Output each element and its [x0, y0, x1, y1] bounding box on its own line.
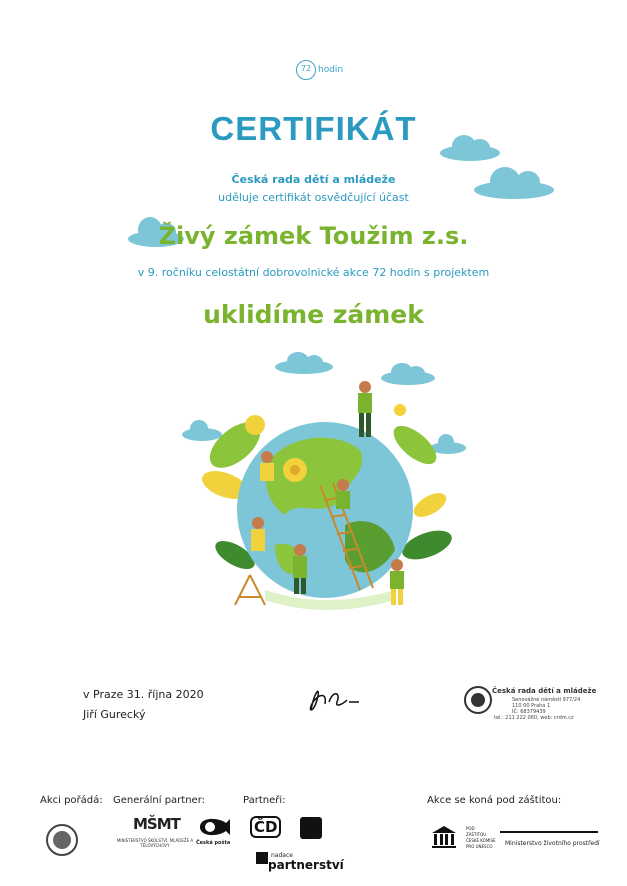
cloud-icon: [275, 352, 333, 374]
stamp-line: Senovážné náměstí 977/24: [512, 697, 581, 703]
organizer-label: Akci pořádá:: [40, 795, 103, 806]
logo-number: 72: [300, 64, 312, 73]
ministry-divider: [500, 831, 598, 833]
signature-icon: [303, 680, 363, 720]
patronage-label: Akce se koná pod záštitou:: [427, 795, 562, 806]
place-date: v Praze 31. října 2020: [83, 688, 204, 701]
nadace-big-text: partnerství: [268, 858, 344, 872]
signatory-name: Jiří Gurecký: [83, 708, 146, 721]
recipient-name: Živý zámek Toužim z.s.: [158, 222, 469, 250]
partner-square-logo-icon: [300, 817, 322, 839]
context-text: v 9. ročníku celostátní dobrovolnické akce 72 hodin s projektem: [137, 266, 490, 279]
general-partner-label: Generální partner:: [113, 795, 206, 806]
globe-illustration: [195, 375, 455, 615]
stamp-line: 110 00 Praha 1: [512, 703, 551, 709]
nadace-logo-icon: [256, 852, 268, 864]
stamp-line: tel.: 211 222 060, web: crdm.cz: [494, 715, 574, 721]
unesco-temple-icon: [430, 825, 458, 849]
project-name: uklidíme zámek: [203, 300, 424, 329]
organization-name: Česká rada dětí a mládeže: [231, 173, 396, 186]
cd-logo-icon: [250, 818, 281, 836]
certificate-title: CERTIFIKÁT: [210, 110, 417, 147]
crdm-logo-icon: [45, 823, 79, 857]
ministry-env-text: Ministerstvo životního prostředí: [505, 840, 600, 847]
msmt-logo-icon: MŠMT: [133, 815, 180, 833]
ceska-posta-horn-icon: [198, 815, 232, 839]
brand-logo: [296, 60, 356, 82]
stamp-seal-icon: [463, 685, 493, 715]
ceska-posta-text: Česká pošta: [196, 840, 231, 846]
msmt-text: MINISTERSTVO ŠKOLSTVÍ, MLÁDEŽE A TĚLOVÝCHOVY: [116, 838, 194, 848]
cd-logo-text: ČD: [250, 816, 281, 838]
stamp-line: IČ: 68379439: [512, 709, 546, 715]
stamp-title: Česká rada dětí a mládeže: [492, 687, 597, 695]
grant-text: uděluje certifikát osvědčující účast: [218, 191, 409, 204]
logo-word: hodin: [318, 65, 344, 75]
nadace-small-text: nadace: [271, 852, 293, 859]
partners-label: Partneři:: [243, 795, 286, 806]
unesco-text: POD ZÁŠTITOU ČESKÉ KOMISE PRO UNESCO: [466, 826, 496, 849]
